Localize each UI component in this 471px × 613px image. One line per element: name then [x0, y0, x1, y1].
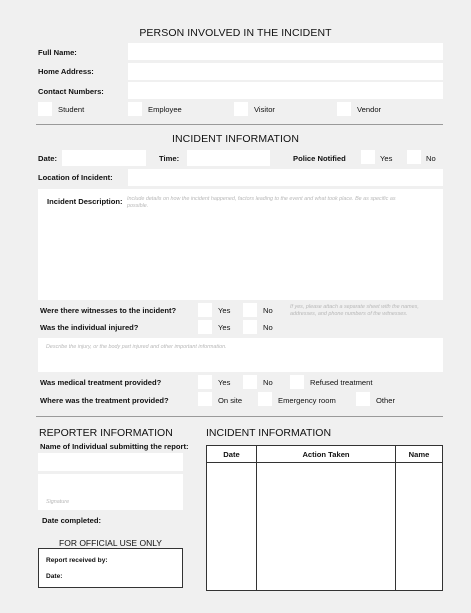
incident-section-title: INCIDENT INFORMATION: [171, 133, 300, 145]
reporter-name-field[interactable]: [38, 453, 183, 471]
name-column-header: Name: [396, 446, 443, 463]
police-notified-label: Police Notified: [293, 154, 346, 163]
official-use-box: [38, 548, 183, 588]
witnesses-yes-checkbox[interactable]: [198, 303, 212, 317]
full-name-field[interactable]: [128, 43, 443, 60]
medical-yes-label: Yes: [218, 378, 231, 387]
incident-date-label: Date:: [38, 154, 57, 163]
witnesses-hint: If yes, please attach a separate sheet with the names, addresses, and phone numbers of the witnesses.: [290, 304, 419, 317]
person-section-title: PERSON INVOLVED IN THE INCIDENT: [139, 27, 332, 39]
on-site-label: On site: [218, 396, 243, 405]
injured-no-label: No: [263, 323, 273, 332]
incident-log-table: [206, 445, 443, 591]
police-yes-checkbox[interactable]: [361, 150, 375, 164]
visitor-label: Visitor: [254, 105, 275, 114]
home-address-label: Home Address:: [38, 67, 94, 76]
full-name-label: Full Name:: [38, 48, 77, 57]
action-taken-column-cell[interactable]: [257, 463, 396, 591]
official-date-label: Date:: [46, 573, 63, 580]
name-column-cell[interactable]: [396, 463, 443, 591]
witnesses-no-checkbox[interactable]: [243, 303, 257, 317]
incident-date-field[interactable]: [62, 150, 146, 166]
location-label: Location of Incident:: [38, 173, 113, 182]
date-column-cell[interactable]: [207, 463, 257, 591]
police-no-checkbox[interactable]: [407, 150, 421, 164]
emergency-room-checkbox[interactable]: [258, 392, 272, 406]
employee-checkbox[interactable]: [128, 102, 142, 116]
signature-field[interactable]: [38, 474, 183, 510]
student-label: Student: [58, 105, 85, 114]
vendor-label: Vendor: [357, 105, 382, 114]
witnesses-yes-label: Yes: [218, 306, 231, 315]
section-divider: [36, 124, 443, 125]
witnesses-label: Were there witnesses to the incident?: [40, 306, 177, 315]
reporter-section-title: REPORTER INFORMATION: [39, 427, 173, 439]
reporter-name-label: Name of Individual submitting the report:: [40, 442, 189, 451]
injury-description-box[interactable]: [38, 338, 443, 372]
date-column-header: Date: [207, 446, 257, 463]
contact-numbers-label: Contact Numbers:: [38, 87, 104, 96]
medical-treatment-label: Was medical treatment provided?: [40, 378, 162, 387]
medical-yes-checkbox[interactable]: [198, 375, 212, 389]
date-completed-label: Date completed:: [42, 516, 102, 525]
incident-time-label: Time:: [159, 154, 180, 163]
injured-no-checkbox[interactable]: [243, 320, 257, 334]
medical-no-checkbox[interactable]: [243, 375, 257, 389]
other-checkbox[interactable]: [356, 392, 370, 406]
injured-yes-checkbox[interactable]: [198, 320, 212, 334]
injured-yes-label: Yes: [218, 323, 231, 332]
incident-description-label: Incident Description:: [47, 197, 123, 206]
section-divider: [36, 416, 443, 417]
incident-time-field[interactable]: [187, 150, 270, 166]
other-label: Other: [376, 396, 395, 405]
employee-label: Employee: [148, 105, 182, 114]
injured-label: Was the individual injured?: [40, 323, 139, 332]
student-checkbox[interactable]: [38, 102, 52, 116]
home-address-field[interactable]: [128, 63, 443, 80]
signature-hint: Signature: [46, 499, 70, 505]
location-field[interactable]: [128, 169, 443, 186]
refused-treatment-label: Refused treatment: [310, 378, 373, 387]
on-site-checkbox[interactable]: [198, 392, 212, 406]
emergency-room-label: Emergency room: [278, 396, 336, 405]
incident-log-title: INCIDENT INFORMATION: [206, 427, 332, 439]
treatment-location-label: Where was the treatment provided?: [40, 396, 169, 405]
received-by-label: Report received by:: [46, 557, 108, 564]
contact-numbers-field[interactable]: [128, 82, 443, 99]
visitor-checkbox[interactable]: [234, 102, 248, 116]
official-use-title: FOR OFFICIAL USE ONLY: [59, 538, 162, 548]
police-yes-label: Yes: [380, 154, 393, 163]
incident-description-box[interactable]: [38, 189, 443, 300]
refused-treatment-checkbox[interactable]: [290, 375, 304, 389]
incident-description-hint: Include details on how the incident happened, factors leading to the event and what took place. Be as specific as possible.: [127, 196, 396, 209]
police-no-label: No: [426, 154, 436, 163]
injury-description-hint: Describe the injury, or the body part injured and other important information.: [46, 344, 227, 350]
witnesses-no-label: No: [263, 306, 273, 315]
vendor-checkbox[interactable]: [337, 102, 351, 116]
medical-no-label: No: [263, 378, 273, 387]
action-taken-column-header: Action Taken: [257, 446, 396, 463]
